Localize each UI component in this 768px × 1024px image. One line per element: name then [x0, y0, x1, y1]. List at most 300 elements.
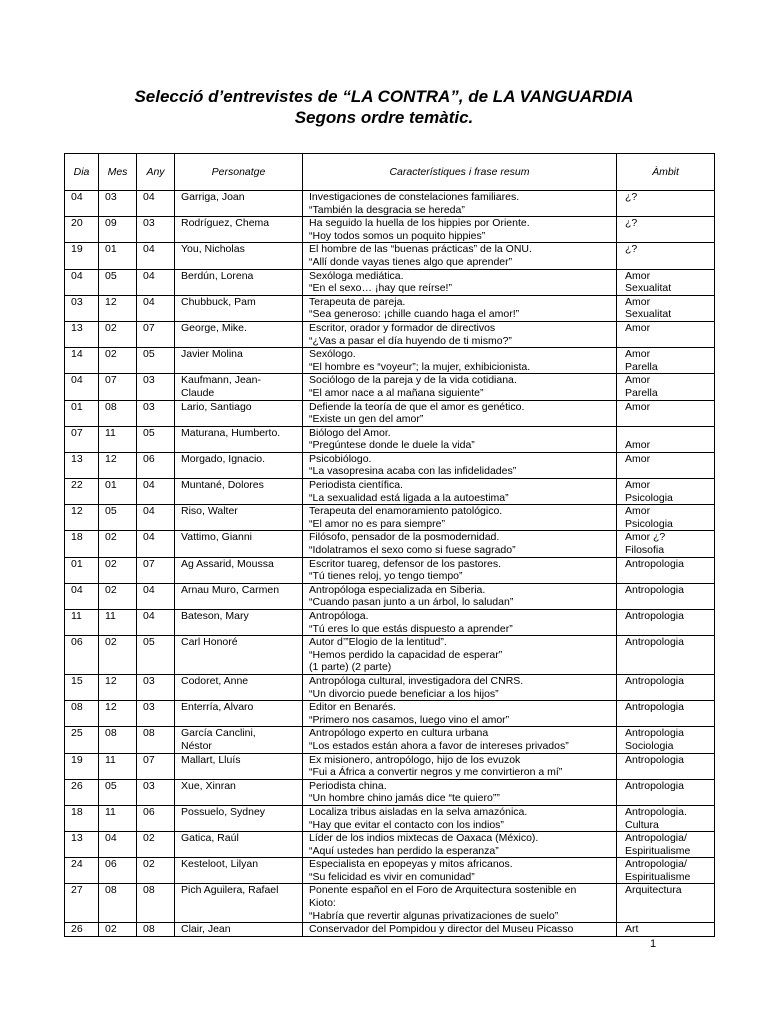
cell-personatge — [175, 779, 303, 805]
cell-description-line: “La sexualidad está ligada a la autoestima” — [309, 491, 509, 504]
cell-dia: 14 — [65, 348, 99, 374]
cell-description-line: Psicobiólogo. — [309, 452, 372, 465]
cell-ambit-line: Amor — [625, 374, 651, 387]
cell-dia: 19 — [65, 243, 99, 269]
cell-ambit-line: Sexualitat — [625, 282, 672, 295]
cell-personatge — [175, 400, 303, 426]
cell-dia: 26 — [65, 923, 99, 937]
cell-mes: 05 — [99, 505, 137, 531]
cell-any: 04 — [137, 269, 175, 295]
interviews-table — [64, 153, 715, 937]
cell-mes: 11 — [99, 610, 137, 636]
cell-personatge-line: Xue, Xinran — [181, 779, 236, 792]
table-row — [65, 583, 715, 609]
cell-dia: 12 — [65, 505, 99, 531]
table-row — [65, 727, 715, 753]
cell-ambit — [617, 727, 715, 753]
cell-ambit — [617, 479, 715, 505]
cell-description-line: Defiende la teoría de que el amor es genético. — [309, 400, 525, 413]
cell-personatge — [175, 217, 303, 243]
cell-description-line: El hombre de las “buenas prácticas” de la ONU. — [309, 243, 532, 256]
cell-personatge — [175, 479, 303, 505]
cell-personatge-line: Javier Molina — [181, 348, 243, 361]
table-row — [65, 426, 715, 452]
cell-any: 05 — [137, 348, 175, 374]
cell-mes: 11 — [99, 753, 137, 779]
cell-mes: 07 — [99, 374, 137, 400]
cell-personatge-line: García Canclini, — [181, 727, 256, 740]
cell-personatge — [175, 884, 303, 923]
cell-any: 08 — [137, 923, 175, 937]
cell-mes: 12 — [99, 674, 137, 700]
cell-ambit-line: Antropologia — [625, 727, 684, 740]
cell-description-line: Escritor tuareg, defensor de los pastores. — [309, 557, 502, 570]
cell-personatge-line: Bateson, Mary — [181, 610, 249, 622]
cell-ambit-line: Antropologia. — [625, 805, 687, 818]
table-row — [65, 832, 715, 858]
cell-ambit-line: Antropologia/ — [625, 858, 687, 871]
cell-dia: 08 — [65, 701, 99, 727]
table-row — [65, 636, 715, 675]
cell-description-line: “Cuando pasan junto a un árbol, lo saludan” — [309, 596, 514, 609]
cell-any: 04 — [137, 479, 175, 505]
table-row — [65, 858, 715, 884]
table-row — [65, 531, 715, 557]
cell-ambit — [617, 923, 715, 937]
cell-description — [303, 610, 617, 636]
cell-ambit-line: Psicologia — [625, 517, 673, 530]
cell-any: 03 — [137, 217, 175, 243]
cell-mes: 01 — [99, 243, 137, 269]
cell-any: 08 — [137, 727, 175, 753]
cell-description-line: “En el sexo… ¡hay que reírse!” — [309, 282, 452, 295]
cell-mes: 11 — [99, 805, 137, 831]
table-row — [65, 295, 715, 321]
table-row — [65, 321, 715, 347]
cell-ambit-line: Cultura — [625, 818, 659, 831]
cell-any: 04 — [137, 191, 175, 217]
cell-ambit-line: Filosofia — [625, 544, 665, 557]
cell-personatge-line: Arnau Muro, Carmen — [181, 583, 280, 596]
table-header-row — [65, 154, 715, 191]
cell-description — [303, 805, 617, 831]
cell-description-line: “Un divorcio puede beneficiar a los hijos” — [309, 687, 499, 700]
cell-personatge-line: Morgado, Ignacio. — [181, 452, 266, 465]
cell-personatge — [175, 636, 303, 675]
cell-description-line: Conservador del Pompidou y director del Museu Picasso — [309, 923, 574, 936]
cell-personatge-line: George, Mike. — [181, 321, 247, 334]
cell-personatge — [175, 269, 303, 295]
cell-description — [303, 884, 617, 923]
cell-ambit-line: Amor — [625, 321, 651, 334]
col-header-dia: Dia — [65, 154, 99, 191]
table-row — [65, 884, 715, 923]
cell-personatge — [175, 727, 303, 753]
cell-ambit-line: Art — [625, 923, 639, 936]
cell-ambit-line: Amor — [625, 505, 651, 518]
col-header-personatge: Personatge — [175, 154, 303, 191]
cell-mes: 09 — [99, 217, 137, 243]
table-row — [65, 374, 715, 400]
cell-ambit — [617, 805, 715, 831]
cell-personatge-line: You, Nicholas — [181, 243, 245, 256]
cell-description — [303, 479, 617, 505]
cell-personatge — [175, 348, 303, 374]
cell-ambit — [617, 321, 715, 347]
cell-personatge-line: Néstor — [181, 739, 212, 752]
cell-personatge-line: Carl Honoré — [181, 636, 238, 649]
cell-personatge-line: Pich Aguilera, Rafael — [181, 884, 279, 897]
table-row — [65, 452, 715, 478]
cell-description-line: “Sea generoso: ¡chille cuando haga el amor!” — [309, 308, 520, 321]
cell-ambit — [617, 832, 715, 858]
cell-ambit-line: Antropologia — [625, 610, 684, 622]
cell-mes: 02 — [99, 583, 137, 609]
cell-ambit-line: Antropologia — [625, 557, 684, 570]
cell-dia: 27 — [65, 884, 99, 923]
cell-ambit — [617, 701, 715, 727]
cell-description-line: Escritor, orador y formador de directivos — [309, 321, 496, 334]
cell-description-line: Sexólogo. — [309, 348, 356, 361]
cell-description-line: “¿Vas a pasar el día huyendo de ti mismo?” — [309, 334, 512, 347]
cell-ambit-line: Amor — [625, 348, 651, 361]
cell-any: 07 — [137, 321, 175, 347]
cell-mes: 08 — [99, 400, 137, 426]
cell-dia: 13 — [65, 321, 99, 347]
cell-personatge-line: Ag Assarid, Moussa — [181, 557, 274, 570]
cell-description — [303, 531, 617, 557]
cell-description — [303, 348, 617, 374]
cell-mes: 01 — [99, 479, 137, 505]
cell-ambit-line: Amor — [625, 269, 651, 282]
cell-description-line: Especialista en epopeyas y mitos africanos. — [309, 858, 513, 871]
cell-ambit-line: ¿? — [625, 243, 638, 256]
cell-any: 03 — [137, 779, 175, 805]
cell-ambit-line: Antropologia — [625, 753, 684, 766]
cell-any: 03 — [137, 374, 175, 400]
cell-mes: 08 — [99, 884, 137, 923]
cell-personatge — [175, 610, 303, 636]
cell-description-line: Ha seguido la huella de los hippies por Oriente. — [309, 217, 530, 230]
table-row — [65, 779, 715, 805]
cell-description-line: Terapeuta del enamoramiento patológico. — [309, 505, 503, 518]
cell-ambit-line: Amor — [625, 452, 651, 465]
cell-description-line: Editor en Benarés. — [309, 701, 396, 714]
cell-ambit — [617, 348, 715, 374]
cell-description-line: “Tú eres lo que estás dispuesto a aprender” — [309, 622, 513, 635]
cell-personatge-line: Kesteloot, Lilyan — [181, 858, 259, 871]
cell-description-line: “Hemos perdido la capacidad de esperar” — [309, 648, 503, 661]
cell-description-line: Ponente español en el Foro de Arquitectura sostenible en — [309, 884, 577, 897]
cell-ambit-line: Amor — [625, 439, 651, 452]
cell-any: 04 — [137, 610, 175, 636]
cell-personatge — [175, 753, 303, 779]
cell-ambit-line: Amor — [625, 295, 651, 308]
cell-personatge-line: Kaufmann, Jean- — [181, 374, 261, 387]
cell-personatge-line: Claude — [181, 386, 215, 399]
cell-any: 07 — [137, 557, 175, 583]
cell-description-line: Ex misionero, antropólogo, hijo de los evuzok — [309, 753, 521, 766]
table-row — [65, 243, 715, 269]
cell-mes: 05 — [99, 269, 137, 295]
cell-mes: 08 — [99, 727, 137, 753]
cell-description-line: “Pregúntese donde le duele la vida” — [309, 439, 475, 452]
cell-mes: 11 — [99, 426, 137, 452]
cell-ambit — [617, 674, 715, 700]
cell-description-line: “Idolatramos el sexo como si fuese sagrado” — [309, 544, 516, 557]
cell-mes: 03 — [99, 191, 137, 217]
cell-ambit — [617, 858, 715, 884]
cell-description — [303, 191, 617, 217]
cell-ambit — [617, 295, 715, 321]
cell-personatge-line: Garriga, Joan — [181, 191, 245, 203]
cell-ambit-line: Amor — [625, 400, 651, 413]
cell-description-line: “El hombre es “voyeur”; la mujer, exhibicionista. — [309, 360, 531, 373]
cell-description — [303, 321, 617, 347]
cell-any: 04 — [137, 583, 175, 609]
cell-description-line: “El amor nace a al mañana siguiente” — [309, 386, 484, 399]
cell-mes: 02 — [99, 348, 137, 374]
cell-description-line: (1 parte) (2 parte) — [309, 661, 392, 674]
cell-personatge — [175, 858, 303, 884]
cell-ambit-line: Espiritualisme — [625, 870, 691, 883]
cell-dia: 01 — [65, 557, 99, 583]
table-row — [65, 753, 715, 779]
cell-description — [303, 674, 617, 700]
cell-dia: 07 — [65, 426, 99, 452]
cell-ambit-line: Espiritualisme — [625, 844, 691, 857]
cell-description-line: Antropóloga cultural, investigadora del CNRS. — [309, 674, 524, 687]
table-row — [65, 269, 715, 295]
cell-description-line: Antropóloga especializada en Siberia. — [309, 583, 486, 596]
cell-description-line: Antropólogo experto en cultura urbana — [309, 727, 489, 740]
cell-ambit — [617, 191, 715, 217]
cell-any: 02 — [137, 832, 175, 858]
cell-any: 05 — [137, 636, 175, 675]
table-row — [65, 348, 715, 374]
cell-dia: 25 — [65, 727, 99, 753]
cell-dia: 18 — [65, 531, 99, 557]
cell-description-line: Kioto: — [309, 897, 336, 910]
cell-personatge-line: Lario, Santiago — [181, 400, 252, 413]
cell-personatge-line: Rodríguez, Chema — [181, 217, 270, 230]
table-row — [65, 505, 715, 531]
cell-personatge — [175, 923, 303, 937]
cell-personatge — [175, 295, 303, 321]
cell-any: 04 — [137, 243, 175, 269]
cell-description-line: “Aquí ustedes han perdido la esperanza” — [309, 844, 499, 857]
cell-personatge — [175, 243, 303, 269]
cell-description-line: “Primero nos casamos, luego vino el amor” — [309, 713, 510, 726]
cell-dia: 03 — [65, 295, 99, 321]
table-row — [65, 923, 715, 937]
cell-ambit — [617, 452, 715, 478]
cell-ambit-line: Parella — [625, 360, 658, 373]
cell-description — [303, 217, 617, 243]
cell-ambit — [617, 217, 715, 243]
cell-ambit-line: Antropologia — [625, 701, 684, 714]
cell-description — [303, 701, 617, 727]
cell-description — [303, 832, 617, 858]
cell-personatge-line: Possuelo, Sydney — [181, 805, 266, 818]
cell-any: 04 — [137, 505, 175, 531]
cell-ambit — [617, 610, 715, 636]
cell-description — [303, 295, 617, 321]
cell-description — [303, 779, 617, 805]
cell-any: 02 — [137, 858, 175, 884]
cell-description-line: “Los estados están ahora a favor de intereses privados” — [309, 739, 569, 752]
cell-description — [303, 636, 617, 675]
cell-dia: 24 — [65, 858, 99, 884]
cell-any: 05 — [137, 426, 175, 452]
cell-description-line: Antropóloga. — [309, 610, 369, 622]
cell-ambit — [617, 557, 715, 583]
table-row — [65, 400, 715, 426]
cell-dia: 04 — [65, 583, 99, 609]
cell-personatge — [175, 674, 303, 700]
cell-description-line: “Hoy todos somos un poquito hippies” — [309, 229, 486, 242]
cell-dia: 04 — [65, 269, 99, 295]
cell-mes: 02 — [99, 636, 137, 675]
cell-mes: 12 — [99, 701, 137, 727]
cell-ambit-line: Antropologia — [625, 636, 684, 649]
cell-mes: 02 — [99, 923, 137, 937]
cell-personatge — [175, 531, 303, 557]
cell-ambit-line: Amor ¿? — [625, 531, 666, 544]
cell-mes: 02 — [99, 321, 137, 347]
table-row — [65, 610, 715, 636]
cell-any: 03 — [137, 400, 175, 426]
cell-dia: 15 — [65, 674, 99, 700]
table-row — [65, 674, 715, 700]
cell-description-line: “Fui a África a convertir negros y me convirtieron a mí” — [309, 766, 563, 779]
cell-dia: 19 — [65, 753, 99, 779]
document-title: Selecció d’entrevistes de “LA CONTRA”, de LA VANGUARDIA — [134, 87, 634, 106]
cell-description-line: Biólogo del Amor. — [309, 426, 391, 439]
cell-personatge-line: Codoret, Anne — [181, 674, 249, 687]
cell-personatge — [175, 452, 303, 478]
cell-personatge-line: Gatica, Raúl — [181, 832, 239, 845]
cell-description — [303, 400, 617, 426]
cell-dia: 01 — [65, 400, 99, 426]
cell-description-line: “Allí donde vayas tienes algo que aprender” — [309, 255, 513, 268]
cell-personatge-line: Clair, Jean — [181, 923, 231, 936]
cell-ambit-line: Antropologia/ — [625, 832, 687, 845]
cell-personatge-line: Vattimo, Gianni — [181, 531, 253, 544]
col-header-mes: Mes — [99, 154, 137, 191]
cell-personatge — [175, 426, 303, 452]
cell-ambit-line: Psicologia — [625, 491, 673, 504]
table-row — [65, 701, 715, 727]
cell-description-line: Autor d’”Elogio de la lentitud”. — [309, 636, 447, 649]
cell-description-line: Investigaciones de constelaciones familiares. — [309, 191, 520, 203]
cell-description — [303, 426, 617, 452]
cell-personatge-line: Berdún, Lorena — [181, 269, 254, 282]
cell-ambit-line: Antropologia — [625, 674, 684, 687]
cell-personatge-line: Enterría, Alvaro — [181, 701, 254, 714]
cell-ambit-line: Sexualitat — [625, 308, 672, 321]
cell-mes: 06 — [99, 858, 137, 884]
cell-ambit — [617, 505, 715, 531]
cell-description-line: Sexóloga mediática. — [309, 269, 404, 282]
cell-any: 03 — [137, 701, 175, 727]
cell-personatge-line: Maturana, Humberto. — [181, 426, 281, 439]
cell-description — [303, 452, 617, 478]
cell-mes: 12 — [99, 452, 137, 478]
cell-description-line: “También la desgracia se hereda” — [309, 203, 465, 216]
cell-ambit-line: Parella — [625, 386, 658, 399]
cell-ambit — [617, 779, 715, 805]
cell-description-line: Localiza tribus aisladas en la selva amazónica. — [309, 805, 528, 818]
cell-ambit-line: ¿? — [625, 217, 638, 230]
cell-description-line: “Existe un gen del amor” — [309, 413, 424, 426]
cell-personatge-line: Mallart, Lluís — [181, 753, 241, 766]
cell-personatge — [175, 701, 303, 727]
table-row — [65, 191, 715, 217]
cell-description-line: “Un hombre chino jamás dice “te quiero”” — [309, 792, 500, 805]
col-header-ambit: Àmbit — [617, 154, 715, 191]
cell-dia: 26 — [65, 779, 99, 805]
cell-description — [303, 753, 617, 779]
cell-personatge-line: Riso, Walter — [181, 505, 238, 518]
cell-personatge — [175, 583, 303, 609]
cell-description-line: “La vasopresina acaba con las infidelidades” — [309, 465, 517, 478]
cell-mes: 02 — [99, 531, 137, 557]
table-row — [65, 557, 715, 583]
cell-dia: 06 — [65, 636, 99, 675]
cell-mes: 12 — [99, 295, 137, 321]
cell-description — [303, 505, 617, 531]
cell-ambit-line: Arquitectura — [625, 884, 682, 897]
cell-any: 06 — [137, 805, 175, 831]
cell-description — [303, 923, 617, 937]
cell-description-line: Terapeuta de pareja. — [309, 295, 406, 308]
cell-description-line: Sociólogo de la pareja y de la vida cotidiana. — [309, 374, 517, 387]
cell-ambit — [617, 753, 715, 779]
cell-personatge-line: Muntané, Dolores — [181, 479, 264, 492]
cell-description-line: “Habría que revertir algunas privatizaciones de suelo” — [309, 909, 559, 922]
cell-description — [303, 269, 617, 295]
table-row — [65, 805, 715, 831]
cell-personatge-line: Chubbuck, Pam — [181, 295, 256, 308]
cell-description — [303, 374, 617, 400]
cell-any: 04 — [137, 295, 175, 321]
cell-description — [303, 858, 617, 884]
cell-personatge — [175, 191, 303, 217]
cell-description-line: Periodista científica. — [309, 479, 403, 492]
cell-mes: 02 — [99, 557, 137, 583]
cell-dia: 11 — [65, 610, 99, 636]
cell-ambit-line: Antropologia — [625, 779, 684, 792]
cell-description — [303, 243, 617, 269]
col-header-caracteristiques: Característiques i frase resum — [303, 154, 617, 191]
cell-description-line: “Tú tienes reloj, yo tengo tiempo” — [309, 570, 463, 583]
cell-mes: 05 — [99, 779, 137, 805]
cell-personatge — [175, 557, 303, 583]
cell-any: 08 — [137, 884, 175, 923]
cell-personatge — [175, 374, 303, 400]
cell-ambit — [617, 374, 715, 400]
cell-ambit — [617, 400, 715, 426]
cell-any: 07 — [137, 753, 175, 779]
cell-dia: 20 — [65, 217, 99, 243]
cell-description-line: Filósofo, pensador de la posmodernidad. — [309, 531, 500, 544]
cell-personatge — [175, 805, 303, 831]
cell-ambit-line: ¿? — [625, 191, 638, 203]
cell-mes: 04 — [99, 832, 137, 858]
cell-description-line: Líder de los indios mixtecas de Oaxaca (México). — [309, 832, 539, 845]
document-subtitle: Segons ordre temàtic. — [294, 108, 474, 127]
